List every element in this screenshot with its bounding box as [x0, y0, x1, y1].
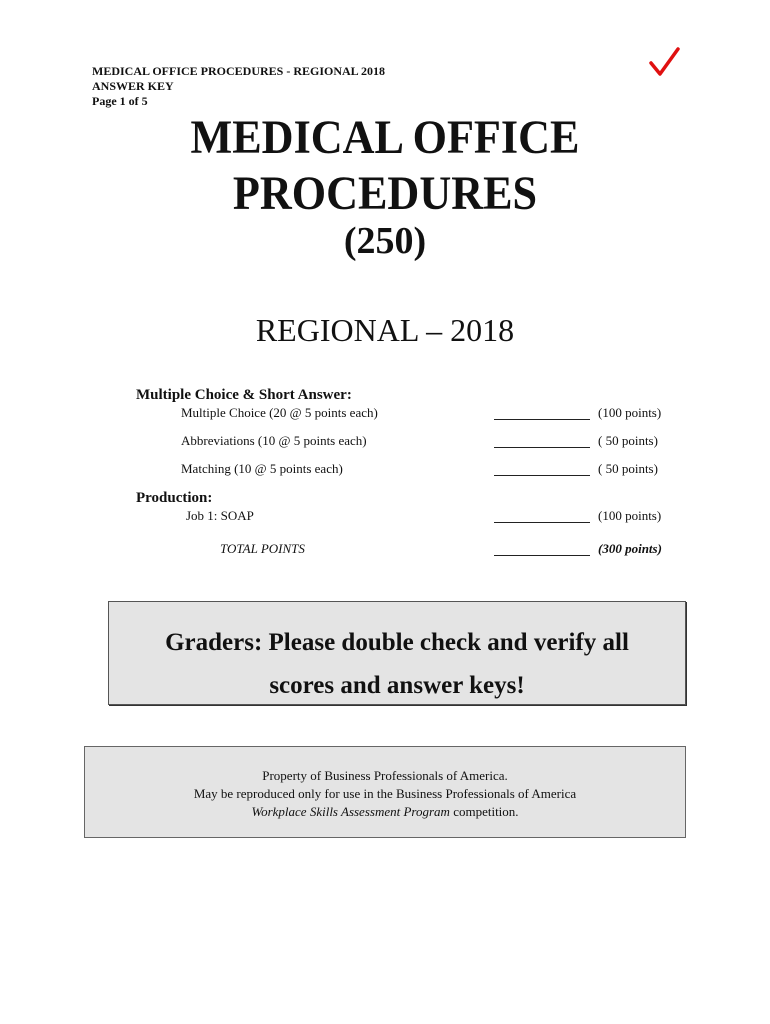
score-item-label: Matching (10 @ 5 points each): [181, 461, 343, 476]
score-item-points: (100 points): [598, 508, 662, 523]
property-line1: Property of Business Professionals of America.: [262, 768, 508, 783]
score-blank-line[interactable]: [494, 447, 590, 448]
score-blank-line[interactable]: [494, 522, 590, 523]
total-points-label: TOTAL POINTS: [220, 541, 305, 556]
score-item-label: Multiple Choice (20 @ 5 points each): [181, 405, 378, 420]
program-name: Workplace Skills Assessment Program: [251, 804, 450, 819]
property-line2: May be reproduced only for use in the Business Professionals of America: [193, 786, 577, 801]
score-item-points: (100 points): [598, 405, 662, 420]
grader-notice-line2: scores and answer keys!: [269, 672, 525, 699]
header-answer-key: ANSWER KEY: [92, 79, 174, 93]
program-suffix: competition.: [449, 804, 519, 819]
header-title: MEDICAL OFFICE PROCEDURES - REGIONAL 2018: [92, 64, 386, 78]
grader-notice-line1: Graders: Please double check and verify all: [165, 629, 629, 656]
event-level: REGIONAL – 2018: [255, 312, 515, 348]
total-points-value: (300 points): [598, 541, 662, 556]
total-blank-line[interactable]: [494, 555, 590, 556]
score-blank-line[interactable]: [494, 475, 590, 476]
production-section-heading: Production:: [136, 490, 213, 506]
main-title-line2: PROCEDURES: [232, 167, 538, 220]
score-item-points: ( 50 points): [598, 433, 658, 448]
score-blank-line[interactable]: [494, 419, 590, 420]
header-page-number: Page 1 of 5: [92, 94, 148, 108]
main-title-line1: MEDICAL OFFICE: [190, 111, 580, 164]
event-code: (250): [343, 220, 427, 262]
check-mark-icon: [648, 46, 682, 80]
document-header: [92, 64, 385, 109]
score-item-points: ( 50 points): [598, 461, 658, 476]
mc-section-heading: Multiple Choice & Short Answer:: [136, 387, 352, 403]
property-line3: [84, 803, 686, 820]
score-item-label: Abbreviations (10 @ 5 points each): [181, 433, 367, 448]
score-item-label: Job 1: SOAP: [186, 508, 254, 523]
